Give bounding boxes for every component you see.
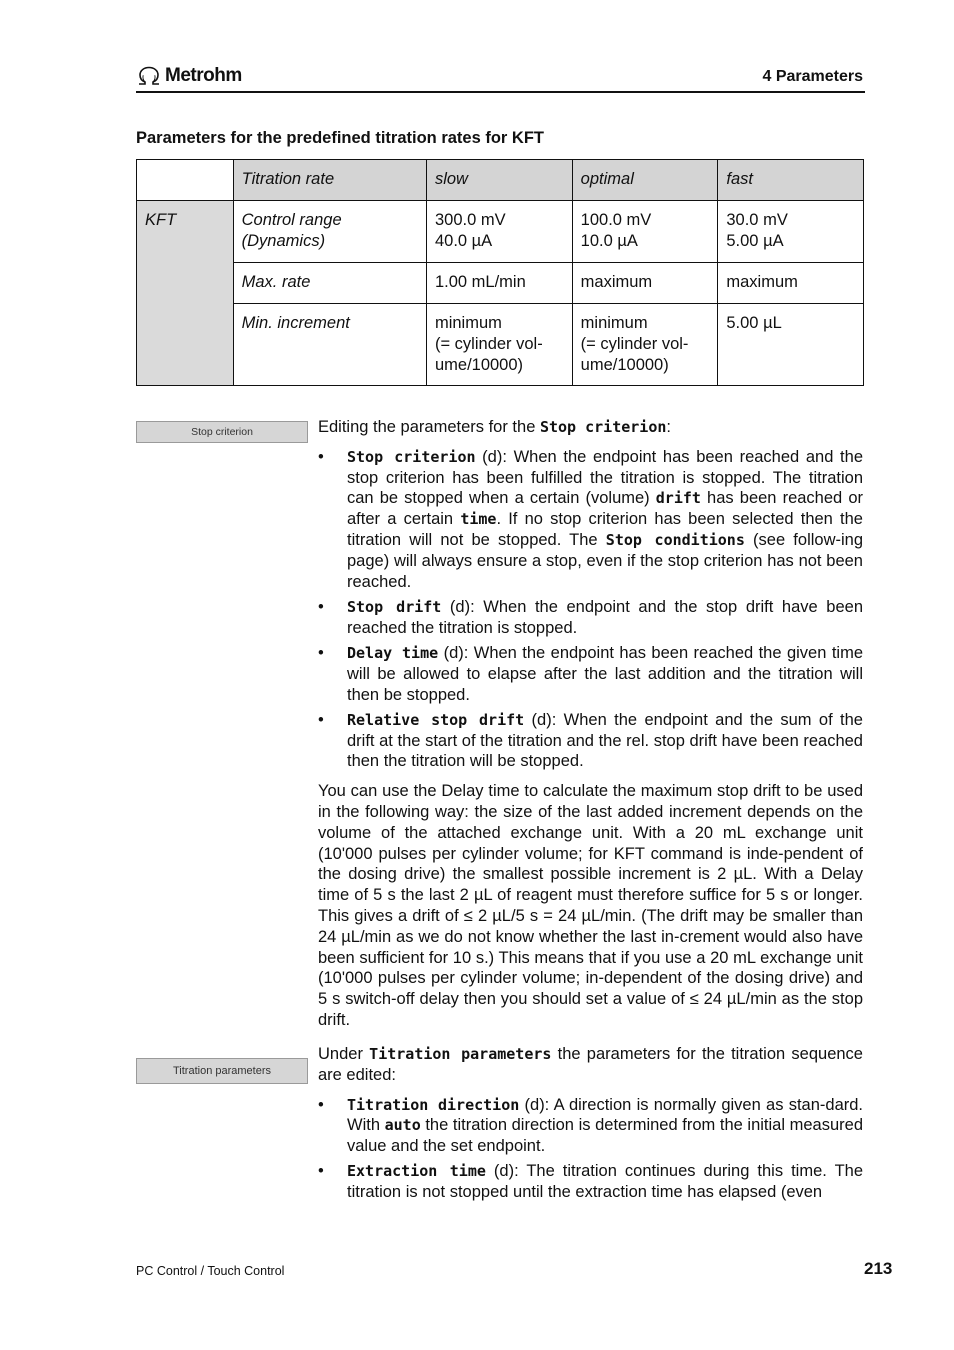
- list-item: • Stop criterion (d): When the endpoint has been reached and the stop criterion has been fulfilled the titration is stopped. The titration can be stopped when a certain (volume) drift has been reached or after a certain time. If no stop criterion has been selected then the titration will not be stopped. The Stop conditions (see follow-ing page) will always ensure a stop, even if the stop criterion has not been reached.: [318, 447, 863, 593]
- header-divider: [136, 91, 865, 93]
- stop-criterion-section: [318, 417, 863, 1031]
- table-cell: 30.0 mV 5.00 µA: [718, 201, 864, 263]
- stop-criterion-button[interactable]: Stop criterion: [136, 421, 308, 443]
- table-group-label: KFT: [137, 201, 234, 386]
- brand-name: Metrohm: [165, 65, 242, 86]
- table-cell: 300.0 mV 40.0 µA: [426, 201, 572, 263]
- table-cell: maximum: [718, 263, 864, 304]
- stop-intro: Editing the parameters for the Stop criterion:: [318, 418, 671, 436]
- brand-logo: [136, 64, 242, 88]
- titration-parameters-button[interactable]: Titration parameters: [136, 1058, 308, 1084]
- table-row: [137, 304, 864, 386]
- table-cell: 5.00 µL: [718, 304, 864, 386]
- table-header-cell: fast: [718, 160, 864, 201]
- table-row-label: Control range (Dynamics): [233, 201, 426, 263]
- titration-rates-table: [136, 159, 864, 386]
- delay-time-paragraph: You can use the Delay time to calculate the maximum stop drift to be used in the following way: the size of the last added increment depends on the volume of the attached exchange unit. With a 20 mL exchange unit (10'000 pulses per cylinder volume; for KFT command is inde-pendent of the dosing drive) the smallest possible increment is 2 µL. With a Delay time of 5 s the last 2 µL of reagent must therefore suffice for 5 s or longer. This gives a drift of ≤ 2 µL/5 s = 24 µL/min. (The drift may be smaller than 24 µL/min as we do not know whether the last in-crement would also have been sufficient for 10 s.) This means that if you use a 20 mL exchange unit (10'000 pulses per cylinder volume; in-dependent of the dosing drive) and 5 s switch-off delay then you should set a value of ≤ 24 µL/min as the stop drift.: [318, 782, 863, 1030]
- list-item: • Delay time (d): When the endpoint has been reached the given time will be allowed to elapse after the last addition and the titration will then be stopped.: [318, 643, 863, 705]
- page-number: 213: [864, 1259, 893, 1278]
- table-cell: 100.0 mV 10.0 µA: [572, 201, 718, 263]
- table-row: [137, 201, 864, 263]
- table-row-label: Min. increment: [233, 304, 426, 386]
- list-item: • Titration direction (d): A direction is normally given as stan-dard. With auto the titration direction is determined from the initial measured value and the set endpoint.: [318, 1095, 863, 1157]
- omega-logo-icon: [136, 65, 162, 87]
- table-header-cell: optimal: [572, 160, 718, 201]
- list-item: • Stop drift (d): When the endpoint and the stop drift have been reached the titration is stopped.: [318, 597, 863, 639]
- table-corner-cell: [137, 160, 234, 201]
- titration-parameters-section: [318, 1044, 863, 1208]
- list-item: • Extraction time (d): The titration continues during this time. The titration is not stopped until the extraction time has elapsed (even: [318, 1161, 863, 1203]
- footer-product: PC Control / Touch Control: [136, 1264, 285, 1278]
- list-item: • Relative stop drift (d): When the endpoint and the sum of the drift at the start of the titration and the rel. stop drift have been reached then the titration will be stopped.: [318, 710, 863, 772]
- table-header-cell: Titration rate: [233, 160, 426, 201]
- titration-options-list: [318, 1095, 863, 1203]
- stop-options-list: [318, 447, 863, 772]
- titration-intro: Under Titration parameters the parameters for the titration sequence are edited:: [318, 1045, 863, 1084]
- section-heading: Parameters for the predefined titration rates for KFT: [136, 129, 544, 147]
- table-row-label: Max. rate: [233, 263, 426, 304]
- header-section-title: 4 Parameters: [762, 68, 863, 85]
- table-header-row: [137, 160, 864, 201]
- table-cell: maximum: [572, 263, 718, 304]
- table-row: [137, 263, 864, 304]
- table-cell: 1.00 mL/min: [426, 263, 572, 304]
- table-header-cell: slow: [426, 160, 572, 201]
- table-cell: minimum (= cylinder vol- ume/10000): [572, 304, 718, 386]
- table-cell: minimum (= cylinder vol- ume/10000): [426, 304, 572, 386]
